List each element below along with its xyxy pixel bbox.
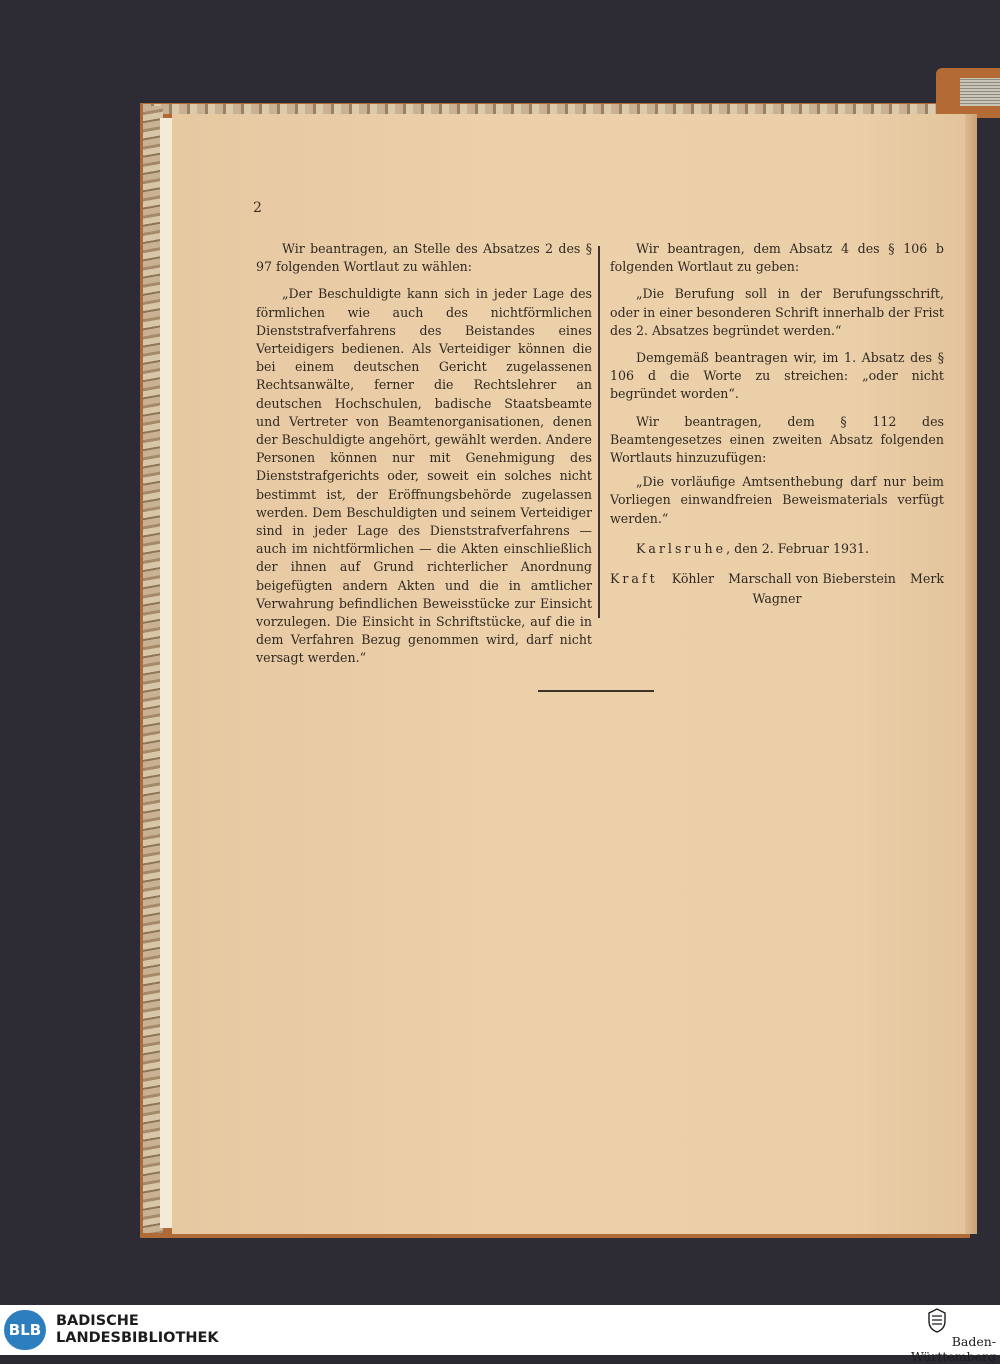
place-and-date — [610, 540, 944, 558]
library-name-line1: BADISCHE — [56, 1313, 139, 1329]
left-column — [256, 240, 592, 668]
paragraph: „Die vorläufige Amtsenthebung darf nur beim Vorliegen einwandfreien Beweismaterials verfügt werden.“ — [610, 474, 944, 526]
library-name[interactable] — [56, 1313, 219, 1347]
place: Karlsruhe — [636, 540, 727, 556]
column-divider — [598, 246, 600, 618]
state-name: Baden-Württemberg — [910, 1334, 996, 1364]
paragraph: Wir beantragen, dem § 112 des Beamtengesetzes einen zweiten Absatz folgenden Wortlauts hinzuzufügen: — [610, 413, 944, 466]
right-column — [610, 240, 944, 608]
signers-row — [610, 570, 944, 588]
page-block-edge — [960, 78, 1000, 106]
library-name-line2: LANDESBIBLIOTHEK — [56, 1330, 219, 1346]
page-gutter-edge — [160, 118, 172, 1228]
signer: Merk — [910, 571, 944, 587]
coat-of-arms-icon — [927, 1307, 947, 1333]
end-rule — [538, 690, 654, 692]
blb-logo[interactable]: BLB — [4, 1310, 46, 1350]
paragraph: „Die Berufung soll in der Berufungsschrift, oder in einer besonderen Schrift innerhalb der Frist des 2. Absatzes begründet werden.“ — [610, 286, 944, 338]
signer: Wagner — [752, 591, 802, 607]
signer: Marschall von Bieberstein — [728, 571, 896, 587]
paragraph: Wir beantragen, dem Absatz 4 des § 106 b folgenden Wortlaut zu geben: — [610, 241, 944, 275]
book-top-edge — [143, 104, 943, 114]
paragraph: Wir beantragen, an Stelle des Absatzes 2 des § 97 folgenden Wortlaut zu wählen: — [256, 241, 592, 275]
date: , den 2. Februar 1931. — [726, 540, 870, 556]
signer: Köhler — [671, 571, 715, 587]
paragraph: Demgemäß beantragen wir, im 1. Absatz des § 106 d die Worte zu streichen: „oder nicht begründet worden“. — [610, 350, 944, 402]
paragraph: „Der Beschuldigte kann sich in jeder Lage des förmlichen wie auch des nichtförmlichen Dienststrafverfahrens des Beistandes eines Verteidigers bedienen. Als Verteidiger können die bei einem deutschen Gericht zugelassenen Rechtsanwälte, ferner die Rechtslehrer an deutschen Hochschulen, badische Staatsbeamte und Vertreter von Beamtenorganisationen, denen der Beschuldigte angehört, gewählt werden. Andere Personen können nur mit Genehmigung des Dienststrafgerichts oder, soweit ein solches nicht bestimmt ist, der Eröffnungsbehörde zugelassen werden. Dem Beschuldigten und seinem Verteidiger sind in jeder Lage des Dienststrafverfahrens — auch im nichtförmlichen — die Akten einschließlich der ihnen auf Grund richterlicher Anordnung beigefügten andern Akten und die in amtlicher Verwahrung befindlichen Beweisstücke zur Einsicht vorzulegen. Die Einsicht in Schriftstücke, auf die in dem Verfahren Bezug genommen wird, darf nicht versagt werden.“ — [256, 286, 592, 666]
page-curl — [965, 114, 977, 1234]
page-number: 2 — [253, 200, 262, 216]
signer: Kraft — [610, 571, 658, 587]
